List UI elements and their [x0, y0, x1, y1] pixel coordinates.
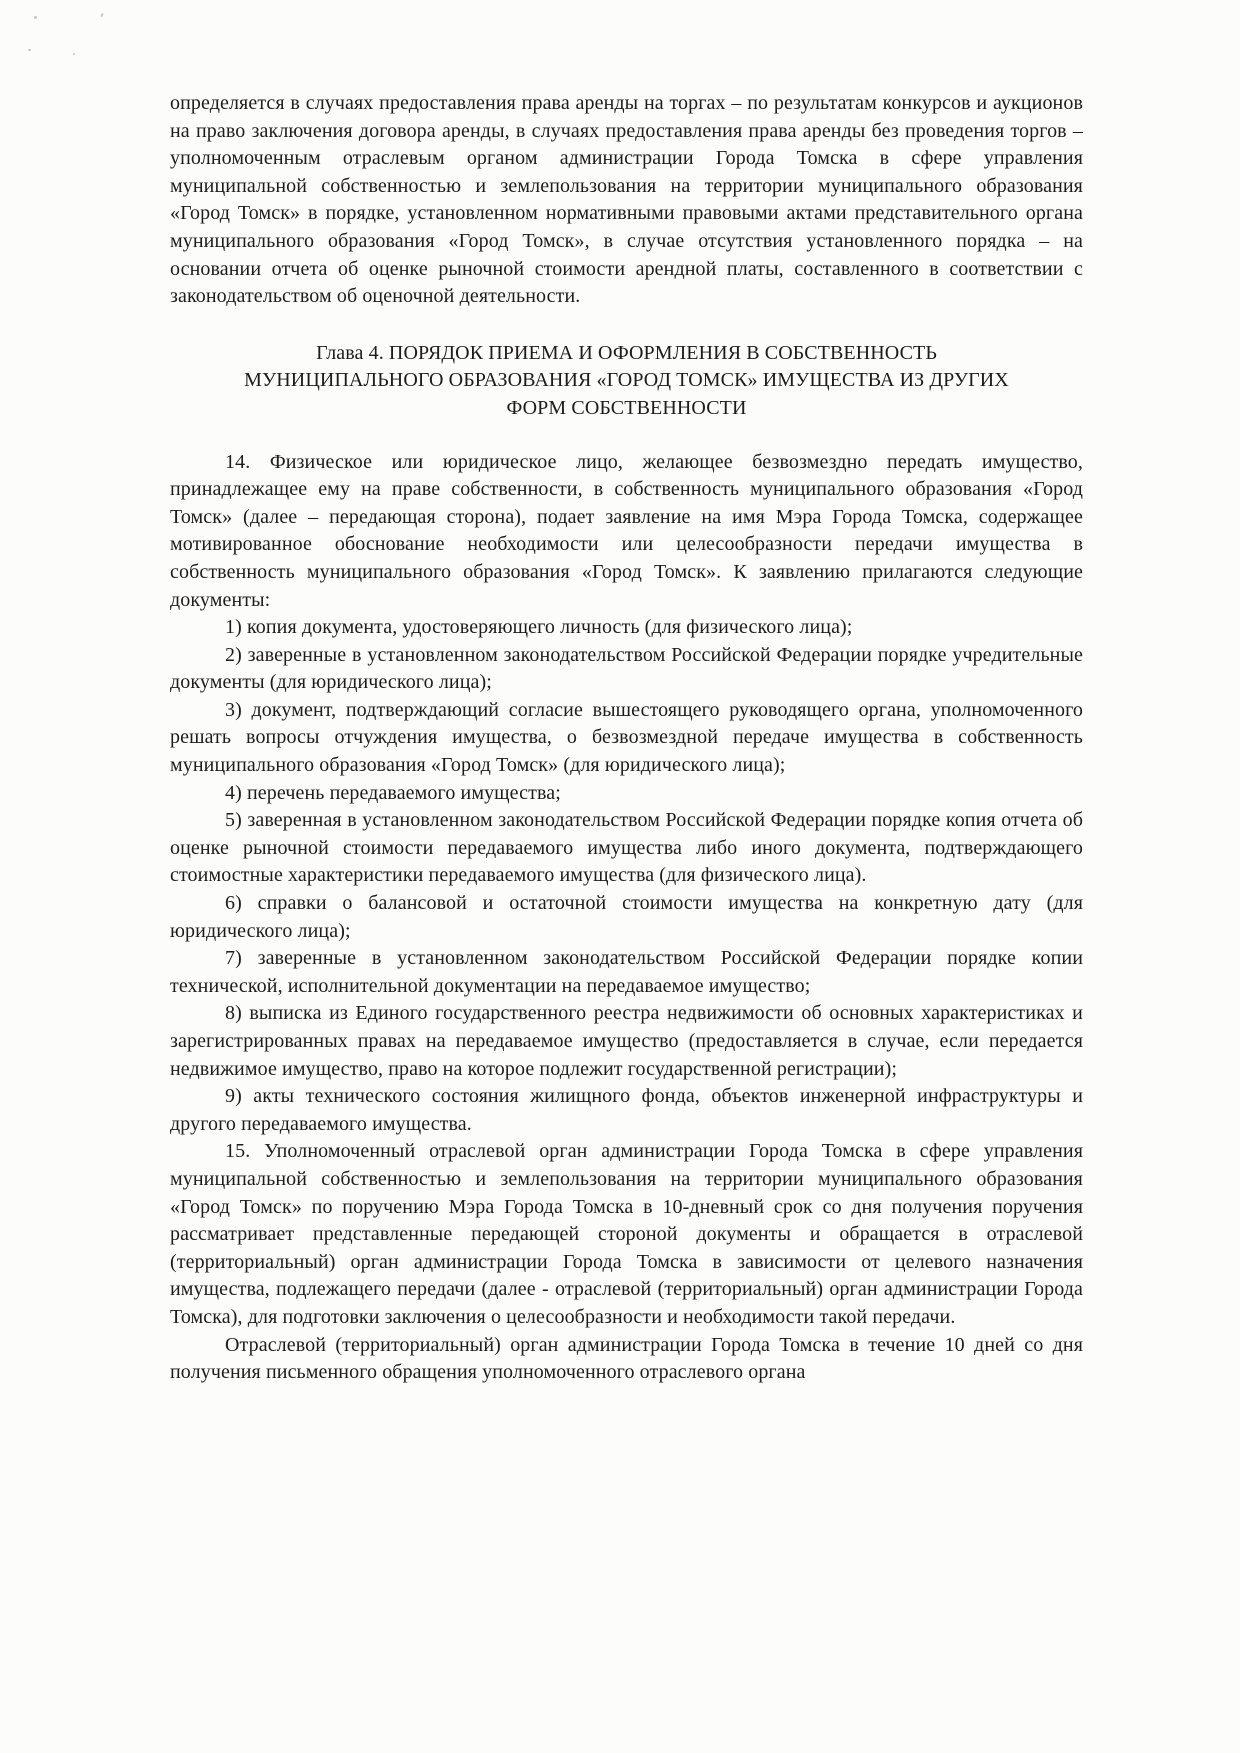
list-item-3: 3) документ, подтверждающий согласие вышестоящего руководящего органа, уполномоченного решать вопросы отчуждения имущества, о безвозмездной передаче имущества в собственность муниципального образования «Город Томск» (для юридического лица);: [170, 698, 1083, 777]
paragraph-14: 14. Физическое или юридическое лицо, желающее безвозмездно передать имущество, принадлежащее ему на праве собственности, в собственность муниципального образования «Город Томск» (далее – передающая сторона), подает заявление на имя Мэра Города Томска, содержащее мотивированное обоснование необходимости или целесообразности передачи имущества в собственность муниципального образования «Город Томск». К заявлению прилагаются следующие документы:: [170, 450, 1083, 611]
chapter-heading-line-3: ФОРМ СОБСТВЕННОСТИ: [506, 396, 747, 419]
chapter-heading: [170, 340, 1083, 423]
list-item-7: 7) заверенные в установленном законодательством Российской Федерации порядке копии технической, исполнительной документации на передаваемое имущество;: [170, 947, 1083, 997]
document-content: [170, 90, 1083, 1387]
list-item-8: 8) выписка из Единого государственного реестра недвижимости об основных характеристиках и зарегистрированных правах на передаваемое имущество (предоставляется в случае, если передается недвижимое имущество, право на которое подлежит государственной регистрации);: [170, 1002, 1083, 1080]
intro-paragraph: определяется в случаях предоставления права аренды на торгах – по результатам конкурсов и аукционов на право заключения договора аренды, в случаях предоставления права аренды без проведения торгов – уполномоченным отраслевым органом администрации Города Томска в сфере управления муниципальной собственностью и землепользования на территории муниципального образования «Город Томск» в порядке, установленном нормативными правовыми актами представительного органа муниципального образования «Город Томск», в случае отсутствия установленного порядка – на основании отчета об оценке рыночной стоимости арендной платы, составленного в соответствии с законодательством об оценочной деятельности.: [170, 92, 1083, 308]
list-item-6: 6) справки о балансовой и остаточной стоимости имущества на конкретную дату (для юридического лица);: [170, 892, 1083, 942]
list-item-5: 5) заверенная в установленном законодательством Российской Федерации порядке копия отчета об оценке рыночной стоимости передаваемого имущества либо иного документа, подтверждающего стоимостные характеристики передаваемого имущества (для физического лица).: [170, 809, 1083, 887]
scan-artifact: [34, 16, 37, 19]
closing-paragraph: Отраслевой (территориальный) орган администрации Города Томска в течение 10 дней со дня получения письменного обращения уполномоченного отраслевого органа: [170, 1333, 1083, 1384]
scan-artifact: [73, 53, 75, 55]
list-item-4: 4) перечень передаваемого имущества;: [225, 781, 561, 804]
scan-artifact: [28, 49, 31, 51]
list-item-2: 2) заверенные в установленном законодательством Российской Федерации порядке учредительные документы (для юридического лица);: [170, 643, 1083, 694]
list-item-1: 1) копия документа, удостоверяющего личность (для физического лица);: [225, 616, 853, 639]
chapter-heading-line-1: Глава 4. ПОРЯДОК ПРИЕМА И ОФОРМЛЕНИЯ В СОБСТВЕННОСТЬ: [316, 341, 937, 364]
list-item-9: 9) акты технического состояния жилищного фонда, объектов инженерной инфраструктуры и другого передаваемого имущества.: [170, 1085, 1083, 1135]
chapter-heading-line-2: МУНИЦИПАЛЬНОГО ОБРАЗОВАНИЯ «ГОРОД ТОМСК» ИМУЩЕСТВА ИЗ ДРУГИХ: [244, 369, 1009, 392]
scan-artifact: [100, 13, 103, 17]
paragraph-15: 15. Уполномоченный отраслевой орган администрации Города Томска в сфере управления муниципальной собственностью и землепользования на территории муниципального образования «Город Томск» по поручению Мэра Города Томска в 10-дневный срок со дня получения поручения рассматривает представленные передающей стороной документы и обращается в отраслевой (территориальный) орган администрации Города Томска в зависимости от целевого назначения имущества, подлежащего передачи (далее - отраслевой (территориальный) орган администрации Города Томска), для подготовки заключения о целесообразности и необходимости такой передачи.: [170, 1140, 1083, 1328]
